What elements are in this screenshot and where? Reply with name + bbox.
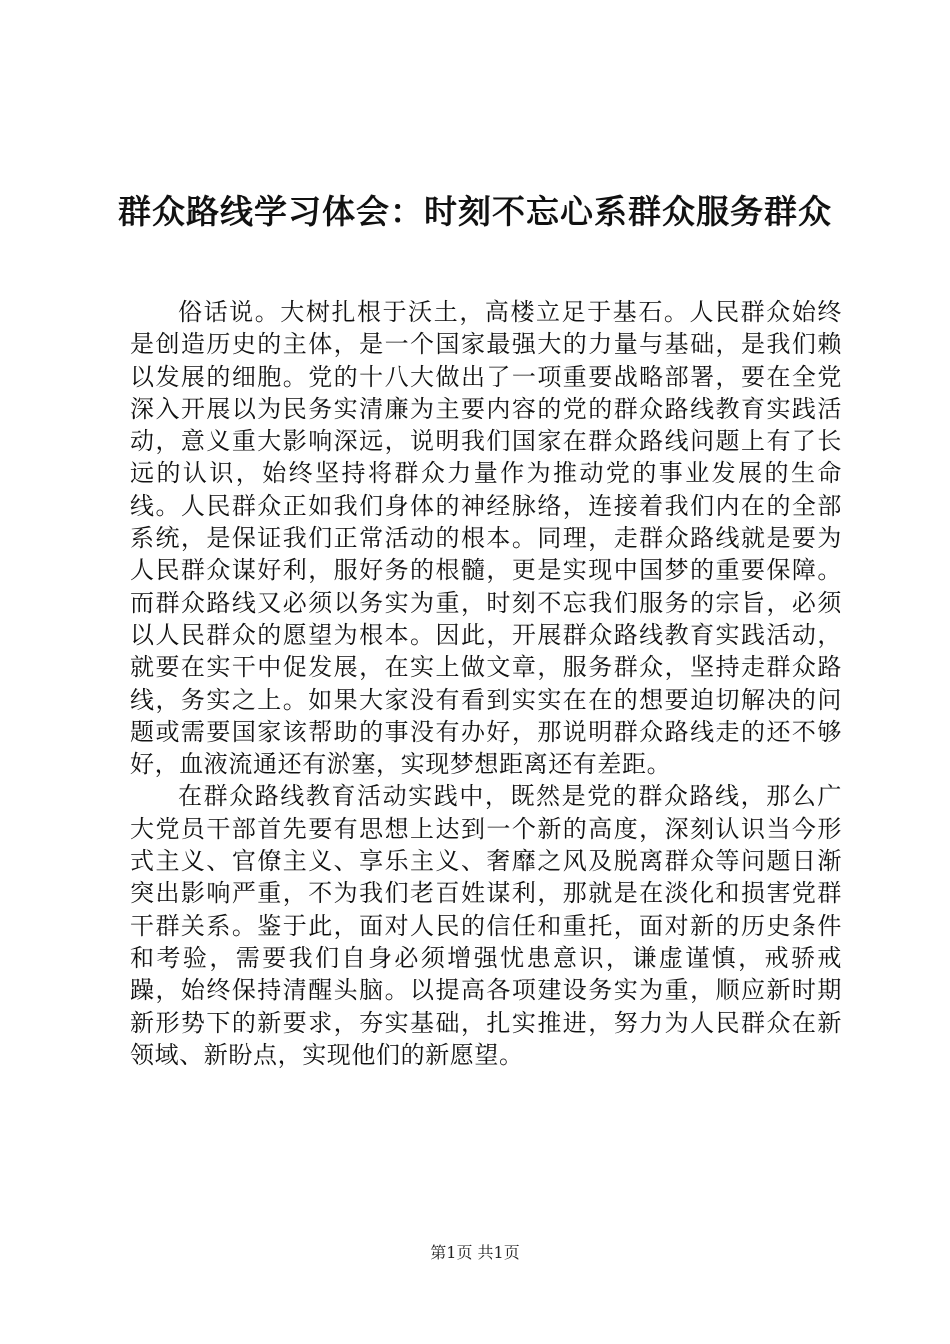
paragraph-2: 在群众路线教育活动实践中，既然是党的群众路线，那么广大党员干部首先要有思想上达到一个新的高度，深刻认识当今形式主义、官僚主义、享乐主义、奢靡之风及脱离群众等问题日渐突出影响严重，不为我们老百姓谋利，那就是在淡化和损害党群干群关系。鉴于此，面对人民的信任和重托，面对新的历史条件和考验，需要我们自身必须增强忧患意识，谦虚谨慎，戒骄戒躁，始终保持清醒头脑。以提高各项建设务实为重，顺应新时期新形势下的新要求，夯实基础，扎实推进，努力为人民群众在新领域、新盼点，实现他们的新愿望。 — [130, 782, 842, 1069]
document-body — [130, 296, 842, 1071]
document-title: 群众路线学习体会：时刻不忘心系群众服务群众 — [118, 192, 832, 231]
page-footer: 第1页 共1页 — [430, 1243, 520, 1262]
paragraph-1: 俗话说。大树扎根于沃土，高楼立足于基石。人民群众始终是创造历史的主体，是一个国家最强大的力量与基础，是我们赖以发展的细胞。党的十八大做出了一项重要战略部署，要在全党深入开展以为民务实清廉为主要内容的党的群众路线教育实践活动，意义重大影响深远，说明我们国家在群众路线问题上有了长远的认识，始终坚持将群众力量作为推动党的事业发展的生命线。人民群众正如我们身体的神经脉络，连接着我们内在的全部系统，是保证我们正常活动的根本。同理，走群众路线就是要为人民群众谋好利，服好务的根髓，更是实现中国梦的重要保障。而群众路线又必须以务实为重，时刻不忘我们服务的宗旨，必须以人民群众的愿望为根本。因此，开展群众路线教育实践活动，就要在实干中促发展，在实上做文章，服务群众，坚持走群众路线，务实之上。如果大家没有看到实实在在的想要迫切解决的问题或需要国家该帮助的事没有办好，那说明群众路线走的还不够好，血液流通还有淤塞，实现梦想距离还有差距。 — [130, 298, 842, 779]
